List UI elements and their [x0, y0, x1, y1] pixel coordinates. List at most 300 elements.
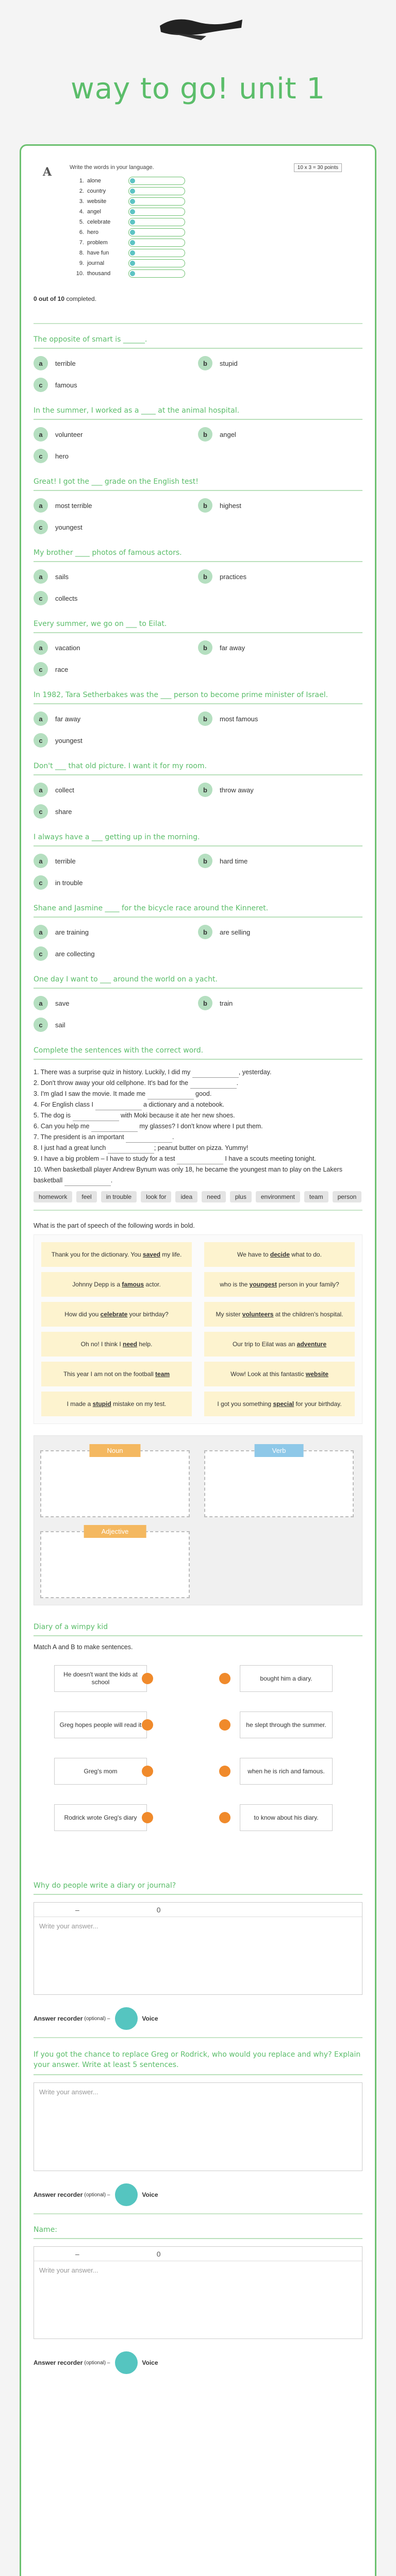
sentence [34, 1154, 362, 1164]
recorder-label: Answer recorder [34, 2191, 83, 2198]
recorder-optional: (optional) – [84, 2360, 110, 2366]
vocab-word: celebrate [87, 219, 111, 225]
answer-editor-3[interactable] [34, 2246, 362, 2339]
answer-input-2[interactable]: Write your answer... [39, 2088, 98, 2096]
mc-options [34, 640, 362, 676]
pos-card[interactable] [204, 1362, 355, 1386]
mc-option-letter: c [34, 875, 48, 890]
vocab-letter: A [43, 165, 52, 179]
mc-option-letter: c [34, 946, 48, 961]
record-button[interactable] [115, 2351, 138, 2374]
pos-card-text [52, 1250, 182, 1259]
match-right-dot[interactable] [219, 1673, 230, 1684]
match-left-item[interactable]: Greg hopes people will read it [54, 1711, 147, 1738]
mc-option-letter: c [34, 520, 48, 534]
mc-question-text: My brother ____ photos of famous actors. [34, 549, 362, 562]
pos-card[interactable] [41, 1242, 192, 1267]
mc-option-c[interactable] [34, 1018, 198, 1032]
pos-card-text [63, 1370, 170, 1379]
mc-question [34, 975, 362, 1032]
mc-option-letter: c [34, 804, 48, 819]
mc-option-letter: a [34, 783, 48, 797]
mc-option-c[interactable] [34, 875, 198, 890]
pos-card-text [67, 1400, 167, 1409]
mc-options [34, 996, 362, 1032]
mc-option-text: throw away [220, 786, 254, 794]
mc-option-a[interactable] [34, 569, 198, 584]
mc-options [34, 356, 362, 392]
vocab-answer-input[interactable] [128, 218, 185, 226]
category-verb-label: Verb [255, 1444, 304, 1457]
pos-card[interactable] [204, 1302, 355, 1327]
pos-card-text [233, 1340, 326, 1349]
answer-recorder-2 [34, 2183, 362, 2206]
mc-question [34, 833, 362, 890]
sentence-part: 8. I just had a great lunch [34, 1144, 108, 1151]
answer-input-3[interactable]: Write your answer... [39, 2266, 98, 2274]
mc-option-letter: b [198, 854, 212, 868]
word-chip[interactable]: in trouble [101, 1191, 137, 1202]
mc-question [34, 549, 362, 605]
word-chip[interactable]: need [202, 1191, 226, 1202]
vocab-word: have fun [87, 250, 109, 256]
sentence-part: 9. I have a big problem – I have to study for a test [34, 1155, 177, 1162]
mc-question [34, 904, 362, 961]
sentence-part: 1. There was a surprise quiz in history. Luckily, I did my [34, 1069, 192, 1076]
mc-option-text: hero [55, 452, 69, 460]
mc-option-c[interactable] [34, 662, 198, 676]
match-right-item[interactable]: when he is rich and famous. [240, 1758, 333, 1785]
mc-option-letter: a [34, 925, 48, 939]
word-chip[interactable]: look for [141, 1191, 171, 1202]
mc-option-a[interactable] [34, 427, 198, 442]
sentence [34, 1099, 362, 1110]
font-size-value: 0 [156, 1905, 161, 1914]
recorder-label: Answer recorder [34, 2015, 83, 2022]
mc-question [34, 406, 362, 463]
mc-option-letter: b [198, 427, 212, 442]
brush-stroke-logo [155, 10, 248, 41]
pos-card[interactable] [204, 1242, 355, 1267]
vocab-answer-input[interactable] [128, 187, 185, 195]
pos-card[interactable] [204, 1272, 355, 1297]
mc-option-letter: a [34, 996, 48, 1010]
vocab-row [75, 196, 185, 207]
pos-text: actor. [144, 1280, 161, 1288]
mc-option-letter: a [34, 427, 48, 442]
pos-card-text [237, 1250, 322, 1259]
mc-question-text: Don't ___ that old picture. I want it for my room. [34, 762, 362, 775]
recorder-voice: Voice [142, 2191, 158, 2198]
answer-input-1[interactable]: Write your answer... [39, 1922, 98, 1930]
mc-option-text: far away [55, 715, 81, 723]
mc-option-text: collect [55, 786, 74, 794]
vocab-row [75, 227, 185, 238]
record-button[interactable] [115, 2007, 138, 2030]
vocab-word: angel [87, 209, 101, 215]
category-noun[interactable] [40, 1447, 190, 1517]
sentence-blank-input[interactable] [147, 1092, 194, 1099]
pos-text: at the children's hospital. [273, 1310, 343, 1318]
pos-card[interactable] [41, 1272, 192, 1297]
word-chip[interactable]: idea [175, 1191, 197, 1202]
mc-option-a[interactable] [34, 711, 198, 726]
mc-option-b[interactable] [198, 854, 362, 868]
mc-option-text: sails [55, 572, 69, 581]
match-left-dot[interactable] [142, 1719, 153, 1731]
pos-bold-word: need [123, 1340, 138, 1348]
sentence-part: ; peanut butter on pizza. Yummy! [154, 1144, 249, 1151]
match-right-dot[interactable] [219, 1766, 230, 1777]
vocab-word: hero [87, 229, 99, 235]
sentence-part: 3. I'm glad I saw the movie. It made me [34, 1090, 147, 1097]
mc-option-text: youngest [55, 736, 82, 744]
mc-option-text: volunteer [55, 430, 83, 438]
question-3-heading: Name: [34, 2226, 362, 2239]
pos-bold-word: youngest [249, 1280, 277, 1288]
pos-card[interactable] [204, 1392, 355, 1416]
mc-question [34, 478, 362, 534]
sentence [34, 1078, 362, 1089]
sentence-part: . [172, 1133, 174, 1141]
sentence [34, 1143, 362, 1154]
mc-option-a[interactable] [34, 356, 198, 370]
pos-bold-word: website [305, 1370, 328, 1378]
pos-text: We have to [237, 1250, 270, 1258]
vocab-word: problem [87, 240, 108, 246]
mc-question-text: The opposite of smart is ______. [34, 335, 362, 349]
sentence [34, 1121, 362, 1132]
vocab-points: 10 x 3 = 30 points [294, 163, 342, 172]
recorder-voice: Voice [142, 2015, 158, 2022]
mc-option-c[interactable] [34, 804, 198, 819]
match-right-item[interactable]: he slept through the summer. [240, 1711, 333, 1738]
mc-option-letter: c [34, 591, 48, 605]
divider [34, 2213, 362, 2214]
sentence-part: with Moki because it ate her new shoes. [119, 1112, 235, 1119]
mc-option-c[interactable] [34, 591, 198, 605]
font-size-value: 0 [156, 2249, 161, 2258]
sentence-part: good. [193, 1090, 212, 1097]
font-decrease-button[interactable]: – [75, 2249, 79, 2258]
recorder-voice: Voice [142, 2359, 158, 2366]
pos-bold-word: volunteers [242, 1310, 274, 1318]
sentence-list [34, 1067, 362, 1186]
pos-text: mistake on my test. [111, 1400, 167, 1408]
match-right-item[interactable]: bought him a diary. [240, 1665, 333, 1692]
word-chip[interactable]: environment [256, 1191, 300, 1202]
mc-option-b[interactable] [198, 783, 362, 797]
mc-option-b[interactable] [198, 711, 362, 726]
category-verb[interactable] [204, 1447, 354, 1517]
match-left-item[interactable]: He doesn't want the kids at school [54, 1665, 147, 1692]
mc-option-letter: b [198, 356, 212, 370]
mc-option-a[interactable] [34, 640, 198, 655]
answer-recorder-3 [34, 2351, 362, 2374]
mc-option-b[interactable] [198, 356, 362, 370]
sentence-part: 5. The dog is [34, 1112, 73, 1119]
vocab-row [75, 217, 185, 227]
sentence-blank-input[interactable] [91, 1125, 138, 1132]
vocab-word: thousand [87, 270, 111, 277]
pos-text: Thank you for the dictionary. You [51, 1250, 143, 1258]
mc-option-b[interactable] [198, 925, 362, 939]
mc-option-a[interactable] [34, 925, 198, 939]
mc-option-a[interactable] [34, 783, 198, 797]
pos-text: Our trip to Eilat was an [232, 1340, 297, 1348]
mc-option-letter: b [198, 498, 212, 513]
word-chip[interactable]: feel [76, 1191, 96, 1202]
pos-grid [34, 1234, 362, 1424]
pos-text: How did you [64, 1310, 101, 1318]
mc-option-b[interactable] [198, 996, 362, 1010]
mc-option-letter: b [198, 711, 212, 726]
word-bank [34, 1191, 362, 1202]
divider [34, 323, 362, 324]
divider [34, 1210, 362, 1211]
mc-option-b[interactable] [198, 427, 362, 442]
mc-options [34, 427, 362, 463]
mc-question-text: Every summer, we go on ___ to Eilat. [34, 620, 362, 633]
sentence [34, 1067, 362, 1078]
mc-option-letter: c [34, 662, 48, 676]
sentence-part: 2. Don't throw away your old cellphone. It's bad for the [34, 1079, 190, 1087]
mc-question [34, 620, 362, 676]
vocab-answer-input[interactable] [128, 208, 185, 216]
mc-option-letter: b [198, 569, 212, 584]
vocab-answer-input[interactable] [128, 228, 185, 236]
match-left-item[interactable]: Rodrick wrote Greg's diary [54, 1804, 147, 1831]
mc-option-text: sail [55, 1021, 65, 1029]
pos-card-text [220, 1280, 339, 1289]
mc-option-a[interactable] [34, 854, 198, 868]
mc-question-text: Shane and Jasmine ____ for the bicycle race around the Kinneret. [34, 904, 362, 918]
sentence-part: . [110, 1177, 113, 1184]
mc-option-text: race [55, 665, 69, 673]
completed-counter [34, 295, 96, 302]
pos-bold-word: decide [270, 1250, 290, 1258]
mc-option-letter: a [34, 711, 48, 726]
editor-toolbar [34, 2247, 362, 2261]
mc-question [34, 691, 362, 748]
recorder-optional: (optional) – [84, 2192, 110, 2198]
answer-recorder-1 [34, 2007, 362, 2030]
mc-options [34, 925, 362, 961]
pos-card[interactable] [41, 1392, 192, 1416]
pos-heading: What is the part of speech of the following words in bold. [34, 1222, 195, 1229]
sentence-blank-input[interactable] [73, 1114, 119, 1121]
pos-bold-word: stupid [92, 1400, 111, 1408]
vocab-row [75, 176, 185, 186]
vocab-section [34, 161, 362, 316]
word-chip[interactable]: homework [34, 1191, 72, 1202]
mc-option-b[interactable] [198, 498, 362, 513]
sentence-blank-input[interactable] [126, 1136, 172, 1143]
sentence-blank-input[interactable] [64, 1179, 111, 1186]
match-left-dot[interactable] [142, 1673, 153, 1684]
vocab-number: 10. [76, 270, 84, 277]
mc-options [34, 783, 362, 819]
mc-option-a[interactable] [34, 996, 198, 1010]
pos-card[interactable] [41, 1332, 192, 1357]
mc-option-text: practices [220, 572, 247, 581]
mc-option-c[interactable] [34, 378, 198, 392]
vocab-number: 2. [79, 188, 84, 194]
vocab-number: 4. [79, 209, 84, 215]
mc-option-letter: c [34, 378, 48, 392]
vocab-answer-input[interactable] [128, 239, 185, 247]
match-left-dot[interactable] [142, 1766, 153, 1777]
mc-option-c[interactable] [34, 733, 198, 748]
category-noun-label: Noun [89, 1444, 140, 1457]
mc-question-text: In 1982, Tara Setherbakes was the ___ person to become prime minister of Israel. [34, 691, 362, 704]
pos-text: This year I am not on the football [63, 1370, 156, 1378]
word-chip[interactable]: plus [230, 1191, 252, 1202]
answer-editor-2[interactable] [34, 2082, 362, 2171]
diary-instruction: Match A and B to make sentences. [34, 1643, 133, 1651]
question-2-heading: If you got the chance to replace Greg or Rodrick, who would you replace and why? Explain your answer. Write at least 5 sentences. [34, 2049, 362, 2075]
matching-area [34, 1655, 362, 1882]
pos-card-text [216, 1310, 343, 1319]
vocab-answer-input[interactable] [128, 177, 185, 185]
match-right-item[interactable]: to know about his diary. [240, 1804, 333, 1831]
mc-option-c[interactable] [34, 449, 198, 463]
vocab-row [75, 207, 185, 217]
vocab-row [75, 268, 185, 279]
multiple-choice-section [34, 335, 362, 1032]
mc-option-text: in trouble [55, 878, 83, 887]
pos-bold-word: celebrate [100, 1310, 128, 1318]
category-area [34, 1435, 362, 1605]
sentence-blank-input[interactable] [95, 1103, 142, 1110]
vocab-row [75, 258, 185, 268]
mc-question [34, 762, 362, 819]
mc-option-b[interactable] [198, 569, 362, 584]
mc-option-text: share [55, 807, 72, 816]
header [0, 0, 396, 137]
sentence [34, 1089, 362, 1099]
sentence-part: my glasses? I don't know where I put them. [137, 1123, 263, 1130]
pos-text: Johnny Depp is a [72, 1280, 122, 1288]
mc-option-text: save [55, 999, 70, 1007]
mc-option-letter: a [34, 854, 48, 868]
vocab-word: journal [87, 260, 105, 266]
sentence [34, 1164, 362, 1186]
word-chip[interactable]: team [304, 1191, 328, 1202]
word-chip[interactable]: person [333, 1191, 362, 1202]
font-decrease-button[interactable]: – [75, 1905, 79, 1914]
sentence-part: I have a scouts meeting tonight. [223, 1155, 316, 1162]
vocab-number: 5. [79, 219, 84, 225]
vocab-word: country [87, 188, 106, 194]
match-right-dot[interactable] [219, 1719, 230, 1731]
recorder-optional: (optional) – [84, 2015, 110, 2022]
sentence-blank-input[interactable] [190, 1081, 237, 1089]
diary-heading: Diary of a wimpy kid [34, 1623, 362, 1636]
mc-option-text: famous [55, 381, 77, 389]
vocab-answer-input[interactable] [128, 249, 185, 257]
vocab-number: 1. [79, 178, 84, 184]
sentence-part: 4. For English class I [34, 1101, 95, 1108]
mc-option-letter: b [198, 640, 212, 655]
pos-card-text [217, 1400, 341, 1409]
pos-text: person in your family? [276, 1280, 339, 1288]
mc-option-a[interactable] [34, 498, 198, 513]
mc-options [34, 711, 362, 748]
recorder-label: Answer recorder [34, 2359, 83, 2366]
mc-option-letter: b [198, 925, 212, 939]
question-1-heading: Why do people write a diary or journal? [34, 1882, 362, 1895]
mc-option-letter: c [34, 733, 48, 748]
vocab-number: 3. [79, 198, 84, 205]
mc-option-c[interactable] [34, 946, 198, 961]
pos-bold-word: famous [122, 1280, 144, 1288]
vocab-row [75, 186, 185, 196]
pos-text: I made a [67, 1400, 93, 1408]
mc-option-letter: b [198, 783, 212, 797]
pos-bold-word: saved [142, 1250, 160, 1258]
pos-card[interactable] [41, 1362, 192, 1386]
category-adjective[interactable] [40, 1528, 190, 1598]
editor-toolbar [34, 1903, 362, 1917]
sentence-blank-input[interactable] [177, 1157, 223, 1164]
mc-option-text: hard time [220, 857, 248, 865]
sentence-blank-input[interactable] [108, 1146, 154, 1154]
pos-bold-word: special [273, 1400, 294, 1408]
pos-card[interactable] [41, 1302, 192, 1327]
pos-card-text [230, 1370, 328, 1379]
vocab-answer-input[interactable] [128, 259, 185, 267]
match-right-dot[interactable] [219, 1812, 230, 1823]
record-button[interactable] [115, 2183, 138, 2206]
completed-count: 0 out of 10 [34, 295, 65, 302]
vocab-number: 6. [79, 229, 84, 235]
mc-question-text: One day I want to ___ around the world on a yacht. [34, 975, 362, 989]
mc-option-letter: a [34, 356, 48, 370]
mc-option-text: stupid [220, 359, 238, 367]
mc-option-text: train [220, 999, 233, 1007]
mc-options [34, 854, 362, 890]
mc-option-c[interactable] [34, 520, 198, 534]
pos-card[interactable] [204, 1332, 355, 1357]
mc-option-text: highest [220, 501, 241, 510]
match-left-dot[interactable] [142, 1812, 153, 1823]
mc-question [34, 335, 362, 392]
mc-question-text: In the summer, I worked as a ____ at the animal hospital. [34, 406, 362, 420]
mc-option-text: most terrible [55, 501, 92, 510]
mc-option-text: far away [220, 643, 245, 652]
pos-text: Wow! Look at this fantastic [230, 1370, 306, 1378]
sentence-part: a dictionary and a notebook. [141, 1101, 225, 1108]
sentence-part: 7. The president is an important [34, 1133, 126, 1141]
vocab-number: 7. [79, 240, 84, 246]
mc-option-letter: c [34, 449, 48, 463]
vocab-answer-input[interactable] [128, 269, 185, 278]
answer-editor-1[interactable] [34, 1902, 362, 1995]
pos-card-text [64, 1310, 168, 1319]
mc-option-b[interactable] [198, 640, 362, 655]
mc-option-letter: a [34, 569, 48, 584]
vocab-answer-input[interactable] [128, 197, 185, 206]
vocab-instruction: Write the words in your language. [70, 164, 154, 171]
sentence-blank-input[interactable] [192, 1071, 239, 1078]
vocab-list [75, 176, 185, 279]
mc-option-text: angel [220, 430, 236, 438]
mc-option-letter: a [34, 640, 48, 655]
match-left-item[interactable]: Greg's mom [54, 1758, 147, 1785]
pos-text: your birthday? [127, 1310, 169, 1318]
vocab-row [75, 248, 185, 258]
